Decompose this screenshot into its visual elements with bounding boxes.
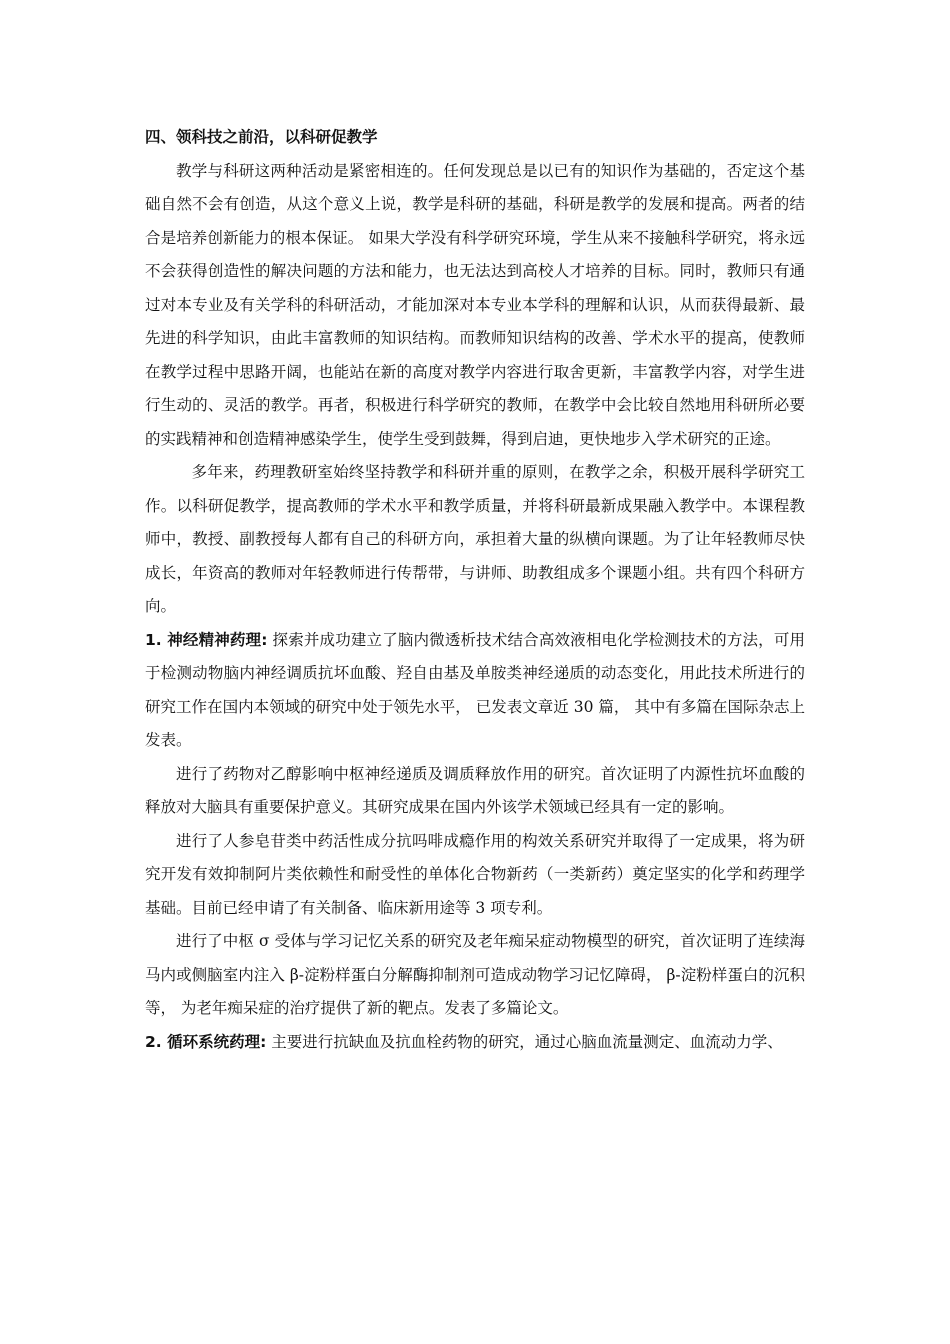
section-heading: 四、领科技之前沿，以科研促教学 bbox=[145, 128, 378, 146]
research-direction-2-label: 2. 循环系统药理: bbox=[145, 1032, 267, 1051]
document-page bbox=[145, 121, 805, 1059]
research-direction-2-text: 主要进行抗缺血及抗血栓药物的研究，通过心脑血流量测定、血流动力学、 bbox=[266, 1032, 783, 1051]
paragraph-department-overview: 多年来，药理教研室始终坚持教学和科研并重的原则，在教学之余，积极开展科学研究工作。以科研促教学，提高教师的学术水平和教学质量，并将科研最新成果融入教学中。本课程教师中，教授、副教授每人都有自己的科研方向，承担着大量的纵横向课题。为了让年轻教师尽快成长，年资高的教师对年轻教师进行传帮带，与讲师、助教组成多个课题小组。共有四个科研方向。 bbox=[145, 463, 805, 615]
paragraph-ginsenoside-study: 进行了人参皂苷类中药活性成分抗吗啡成瘾作用的构效关系研究并取得了一定成果，将为研究开发有效抑制阿片类依赖性和耐受性的单体化合物新药（一类新药）奠定坚实的化学和药理学基础。目前已经申请了有关制备、临床新用途等 3 项专利。 bbox=[145, 831, 805, 917]
paragraph-teaching-research: 教学与科研这两种活动是紧密相连的。任何发现总是以已有的知识作为基础的，否定这个基础自然不会有创造，从这个意义上说，教学是科研的基础，科研是教学的发展和提高。两者的结合是培养创新能力的根本保证。 如果大学没有科学研究环境，学生从来不接触科学研究，将永远不会获得创造性的解决问题的方法和能力，也无法达到高校人才培养的目标。同时，教师只有通过对本专业及有关学科的科研活动，才能加深对本专业本学科的理解和认识，从而获得最新、最先进的科学知识，由此丰富教师的知识结构。而教师知识结构的改善、学术水平的提高，使教师在教学过程中思路开阔，也能站在新的高度对教学内容进行取舍更新，丰富教学内容，对学生进行生动的、灵活的教学。再者，积极进行科学研究的教师，在教学中会比较自然地用科研所必要的实践精神和创造精神感染学生，使学生受到鼓舞，得到启迪，更快地步入学术研究的正途。 bbox=[145, 161, 805, 448]
paragraph-sigma-receptor-study: 进行了中枢 σ 受体与学习记忆关系的研究及老年痴呆症动物模型的研究，首次证明了连续海马内或侧脑室内注入 β-淀粉样蛋白分解酶抑制剂可造成动物学习记忆障碍， β-淀粉样蛋白的沉积等， 为老年痴呆症的治疗提供了新的靶点。发表了多篇论文。 bbox=[145, 932, 805, 1017]
paragraph-ethanol-study: 进行了药物对乙醇影响中枢神经递质及调质释放作用的研究。首次证明了内源性抗坏血酸的释放对大脑具有重要保护意义。其研究成果在国内外该学术领域已经具有一定的影响。 bbox=[145, 764, 805, 816]
research-direction-1-label: 1. 神经精神药理: bbox=[145, 630, 268, 649]
paragraph-circulatory-pharmacology bbox=[145, 1026, 805, 1060]
paragraph-neuropharmacology bbox=[145, 624, 805, 758]
research-direction-1-text: 探索并成功建立了脑内微透析技术结合高效液相电化学检测技术的方法，可用于检测动物脑内神经调质抗坏血酸、羟自由基及单胺类神经递质的动态变化，用此技术所进行的研究工作在国内本领域的研究中处于领先水平， 已发表文章近 30 篇， 其中有多篇在国际杂志上发表。 bbox=[145, 630, 805, 749]
